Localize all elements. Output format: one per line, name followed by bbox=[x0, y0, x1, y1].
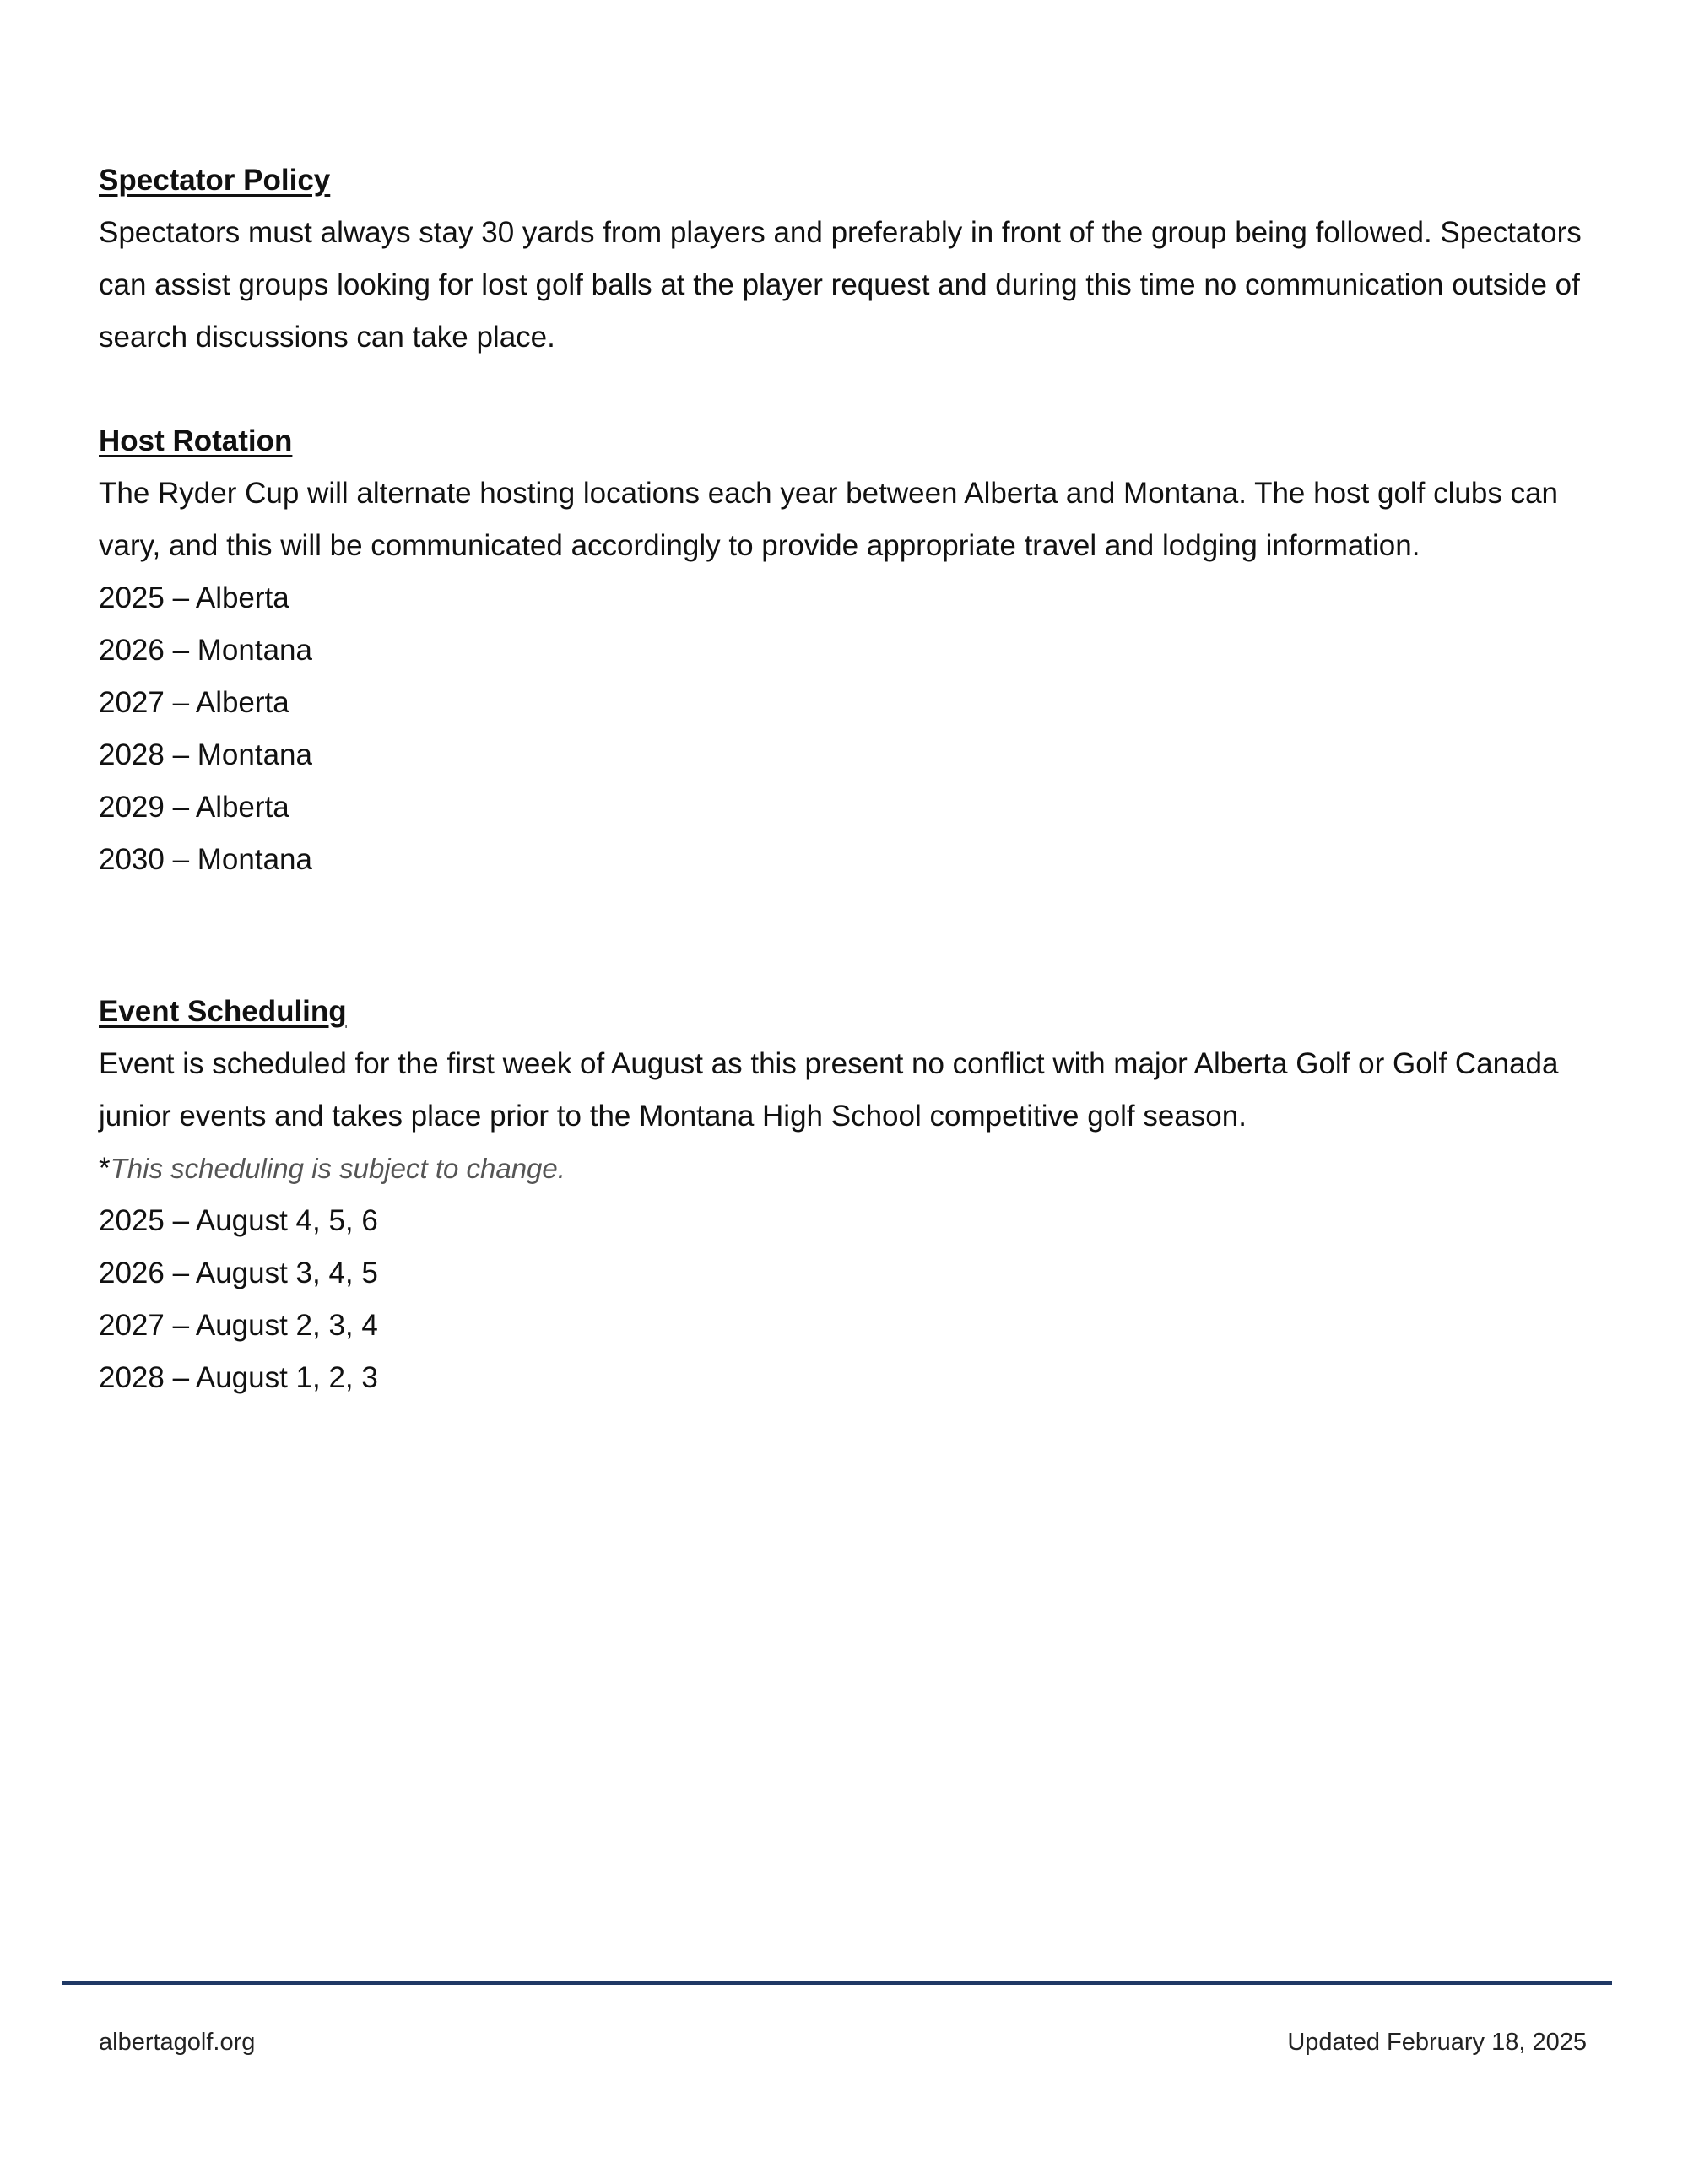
note-asterisk: * bbox=[99, 1152, 111, 1185]
footer-divider bbox=[62, 1981, 1612, 1985]
host-rotation-section bbox=[99, 415, 1610, 886]
list-item: 2027 – August 2, 3, 4 bbox=[99, 1309, 378, 1342]
section-body: The Ryder Cup will alternate hosting locations each year between Alberta and Montana. The host golf clubs can vary, and this will be communicated accordingly to provide appropriate travel and lodging information. bbox=[99, 477, 1558, 562]
section-body: Event is scheduled for the first week of August as this present no conflict with major Alberta Golf or Golf Canada junior events and takes place prior to the Montana High School competitive golf season. bbox=[99, 1047, 1559, 1133]
list-item: 2028 – Montana bbox=[99, 738, 312, 771]
note-text: This scheduling is subject to change. bbox=[110, 1153, 565, 1184]
dates-list bbox=[99, 1195, 1610, 1404]
list-item: 2025 – Alberta bbox=[99, 581, 289, 614]
section-heading: Event Scheduling bbox=[99, 995, 347, 1028]
list-item: 2026 – Montana bbox=[99, 634, 312, 667]
footer-website: albertagolf.org bbox=[99, 2029, 256, 2056]
event-scheduling-section bbox=[99, 986, 1610, 1404]
section-body: Spectators must always stay 30 yards from players and preferably in front of the group being followed. Spectators can assist groups looking for lost golf balls at the player request and during this time no communication outside of search discussions can take place. bbox=[99, 216, 1582, 354]
list-item: 2029 – Alberta bbox=[99, 791, 289, 824]
list-item: 2028 – August 1, 2, 3 bbox=[99, 1361, 378, 1394]
list-item: 2030 – Montana bbox=[99, 843, 312, 876]
footer-updated-date: Updated February 18, 2025 bbox=[1287, 2029, 1587, 2056]
list-item: 2025 – August 4, 5, 6 bbox=[99, 1204, 378, 1237]
list-item: 2026 – August 3, 4, 5 bbox=[99, 1257, 378, 1289]
list-item: 2027 – Alberta bbox=[99, 686, 289, 719]
rotation-list bbox=[99, 572, 1610, 886]
spectator-policy-section bbox=[99, 154, 1610, 364]
section-heading: Spectator Policy bbox=[99, 164, 331, 197]
schedule-note bbox=[99, 1143, 1610, 1195]
section-heading: Host Rotation bbox=[99, 424, 293, 457]
